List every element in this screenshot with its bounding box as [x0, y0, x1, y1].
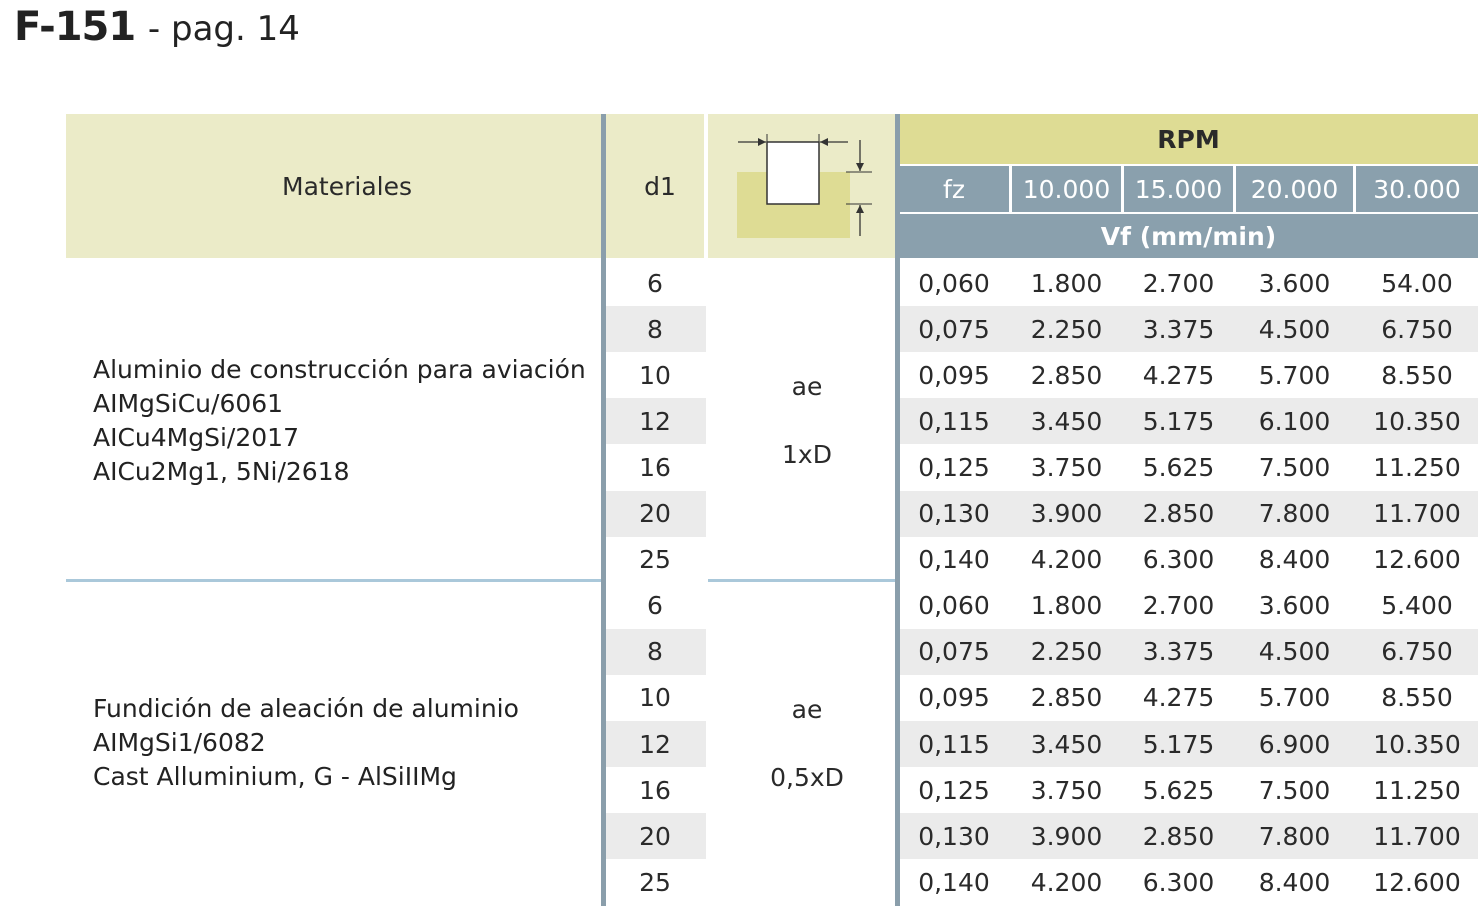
vf-10000-cell: 3.750 — [1030, 452, 1103, 482]
vf-10000-cell: 3.450 — [1030, 406, 1103, 436]
d1-cell: 6 — [647, 591, 663, 621]
fz-cell: 0,060 — [918, 591, 990, 621]
vf-10000-cell: 4.200 — [1030, 867, 1103, 897]
vf-10000-cell: 3.900 — [1030, 821, 1103, 851]
vf-15000-cell: 6.300 — [1142, 867, 1215, 897]
vf-15000-cell: 5.625 — [1142, 452, 1215, 482]
rpm-10000-header: 10.000 — [1012, 166, 1121, 212]
material-line: Aluminio de construcción para aviación — [93, 355, 586, 384]
d1-cell: 10 — [639, 683, 671, 713]
d1-cell: 12 — [639, 406, 671, 436]
vf-20000-cell: 4.500 — [1258, 637, 1331, 667]
material-line: Cast Alluminium, G - AlSiIIMg — [93, 762, 457, 791]
vf-20000-cell: 4.500 — [1258, 314, 1331, 344]
vf-10000-cell: 1.800 — [1030, 591, 1103, 621]
vf-20000-cell: 5.700 — [1258, 360, 1331, 390]
header-divider — [1009, 166, 1012, 212]
vf-30000-cell: 12.600 — [1373, 545, 1461, 575]
fz-cell: 0,140 — [918, 867, 990, 897]
vf-20000-cell: 7.800 — [1258, 821, 1331, 851]
cutting-engagement-diagram-icon — [708, 114, 896, 258]
material-line: Fundición de aleación de aluminio — [93, 694, 519, 723]
vf-30000-cell: 5.400 — [1381, 591, 1453, 621]
vf-20000-cell: 8.400 — [1258, 545, 1331, 575]
vf-30000-cell: 11.700 — [1373, 821, 1461, 851]
d1-cell: 16 — [639, 452, 671, 482]
ae-label: ae — [791, 694, 823, 724]
vf-10000-cell: 3.750 — [1030, 775, 1103, 805]
rpm-15000-header: 15.000 — [1124, 166, 1233, 212]
vf-30000-cell: 11.250 — [1373, 452, 1461, 482]
vf-20000-cell: 6.900 — [1258, 729, 1331, 759]
ae-label: ae — [791, 371, 823, 401]
material-group-1 — [93, 353, 586, 489]
d1-cell: 25 — [639, 545, 671, 575]
column-divider — [601, 114, 606, 906]
vf-20000-cell: 7.500 — [1258, 775, 1331, 805]
vf-20000-cell: 6.100 — [1258, 406, 1331, 436]
vf-10000-cell: 2.850 — [1030, 683, 1103, 713]
fz-cell: 0,115 — [918, 406, 990, 436]
vf-30000-cell: 11.700 — [1373, 499, 1461, 529]
vf-10000-cell: 2.850 — [1030, 360, 1103, 390]
d1-cell: 8 — [647, 314, 663, 344]
vf-15000-cell: 2.850 — [1142, 499, 1215, 529]
vf-15000-cell: 2.700 — [1142, 591, 1215, 621]
d1-cell: 20 — [639, 821, 671, 851]
vf-30000-cell: 10.350 — [1373, 406, 1461, 436]
vf-15000-cell: 6.300 — [1142, 545, 1215, 575]
vf-30000-cell: 6.750 — [1381, 637, 1453, 667]
page-label: - pag. 14 — [147, 9, 300, 49]
d1-cell: 6 — [647, 268, 663, 298]
vf-20000-cell: 3.600 — [1258, 591, 1331, 621]
d1-header: d1 — [644, 171, 676, 201]
fz-cell: 0,130 — [918, 821, 990, 851]
material-group-2 — [93, 692, 519, 794]
vf-30000-cell: 6.750 — [1381, 314, 1453, 344]
rpm-20000-header: 20.000 — [1236, 166, 1353, 212]
material-line: AICu4MgSi/2017 — [93, 423, 299, 452]
d1-cell: 20 — [639, 499, 671, 529]
material-line: AIMgSiCu/6061 — [93, 389, 284, 418]
d1-cell: 10 — [639, 360, 671, 390]
vf-20000-cell: 3.600 — [1258, 268, 1331, 298]
fz-cell: 0,115 — [918, 729, 990, 759]
material-line: AIMgSi1/6082 — [93, 728, 266, 757]
ae-value: 0,5xD — [770, 762, 844, 792]
fz-cell: 0,095 — [918, 683, 990, 713]
fz-cell: 0,140 — [918, 545, 990, 575]
fz-cell: 0,130 — [918, 499, 990, 529]
vf-20000-cell: 5.700 — [1258, 683, 1331, 713]
header-divider — [1233, 166, 1236, 212]
fz-cell: 0,060 — [918, 268, 990, 298]
vf-15000-cell: 5.625 — [1142, 775, 1215, 805]
rpm-30000-header: 30.000 — [1356, 166, 1478, 212]
vf-10000-cell: 1.800 — [1030, 268, 1103, 298]
group-separator — [708, 579, 896, 582]
vf-15000-cell: 4.275 — [1142, 683, 1215, 713]
vf-15000-cell: 4.275 — [1142, 360, 1215, 390]
vf-10000-cell: 2.250 — [1030, 314, 1103, 344]
material-line: AICu2Mg1, 5Ni/2618 — [93, 457, 350, 486]
fz-cell: 0,075 — [918, 637, 990, 667]
page-title — [14, 4, 300, 50]
rpm-header: RPM — [899, 114, 1478, 164]
fz-cell: 0,075 — [918, 314, 990, 344]
fz-cell: 0,095 — [918, 360, 990, 390]
column-divider — [895, 114, 900, 906]
vf-15000-cell: 2.700 — [1142, 268, 1215, 298]
d1-cell: 16 — [639, 775, 671, 805]
vf-30000-cell: 10.350 — [1373, 729, 1461, 759]
vf-30000-cell: 12.600 — [1373, 867, 1461, 897]
vf-10000-cell: 4.200 — [1030, 545, 1103, 575]
vf-30000-cell: 8.550 — [1381, 360, 1453, 390]
vf-30000-cell: 54.00 — [1381, 268, 1453, 298]
vf-10000-cell: 2.250 — [1030, 637, 1103, 667]
fz-cell: 0,125 — [918, 775, 990, 805]
vf-30000-cell: 8.550 — [1381, 683, 1453, 713]
d1-cell: 25 — [639, 867, 671, 897]
document-code: F-151 — [14, 4, 136, 50]
vf-15000-cell: 2.850 — [1142, 821, 1215, 851]
d1-cell: 12 — [639, 729, 671, 759]
header-divider — [1121, 166, 1124, 212]
vf-20000-cell: 7.800 — [1258, 499, 1331, 529]
vf-10000-cell: 3.900 — [1030, 499, 1103, 529]
fz-cell: 0,125 — [918, 452, 990, 482]
ae-value: 1xD — [782, 439, 832, 469]
vf-15000-cell: 3.375 — [1142, 314, 1215, 344]
vf-15000-cell: 5.175 — [1142, 406, 1215, 436]
fz-header: fz — [899, 166, 1009, 212]
vf-15000-cell: 3.375 — [1142, 637, 1215, 667]
vf-header: Vf (mm/min) — [899, 214, 1478, 258]
vf-15000-cell: 5.175 — [1142, 729, 1215, 759]
vf-20000-cell: 7.500 — [1258, 452, 1331, 482]
group-separator — [66, 579, 602, 582]
header-divider — [1353, 166, 1356, 212]
vf-10000-cell: 3.450 — [1030, 729, 1103, 759]
vf-30000-cell: 11.250 — [1373, 775, 1461, 805]
d1-cell: 8 — [647, 637, 663, 667]
vf-20000-cell: 8.400 — [1258, 867, 1331, 897]
materiales-header: Materiales — [282, 171, 412, 201]
